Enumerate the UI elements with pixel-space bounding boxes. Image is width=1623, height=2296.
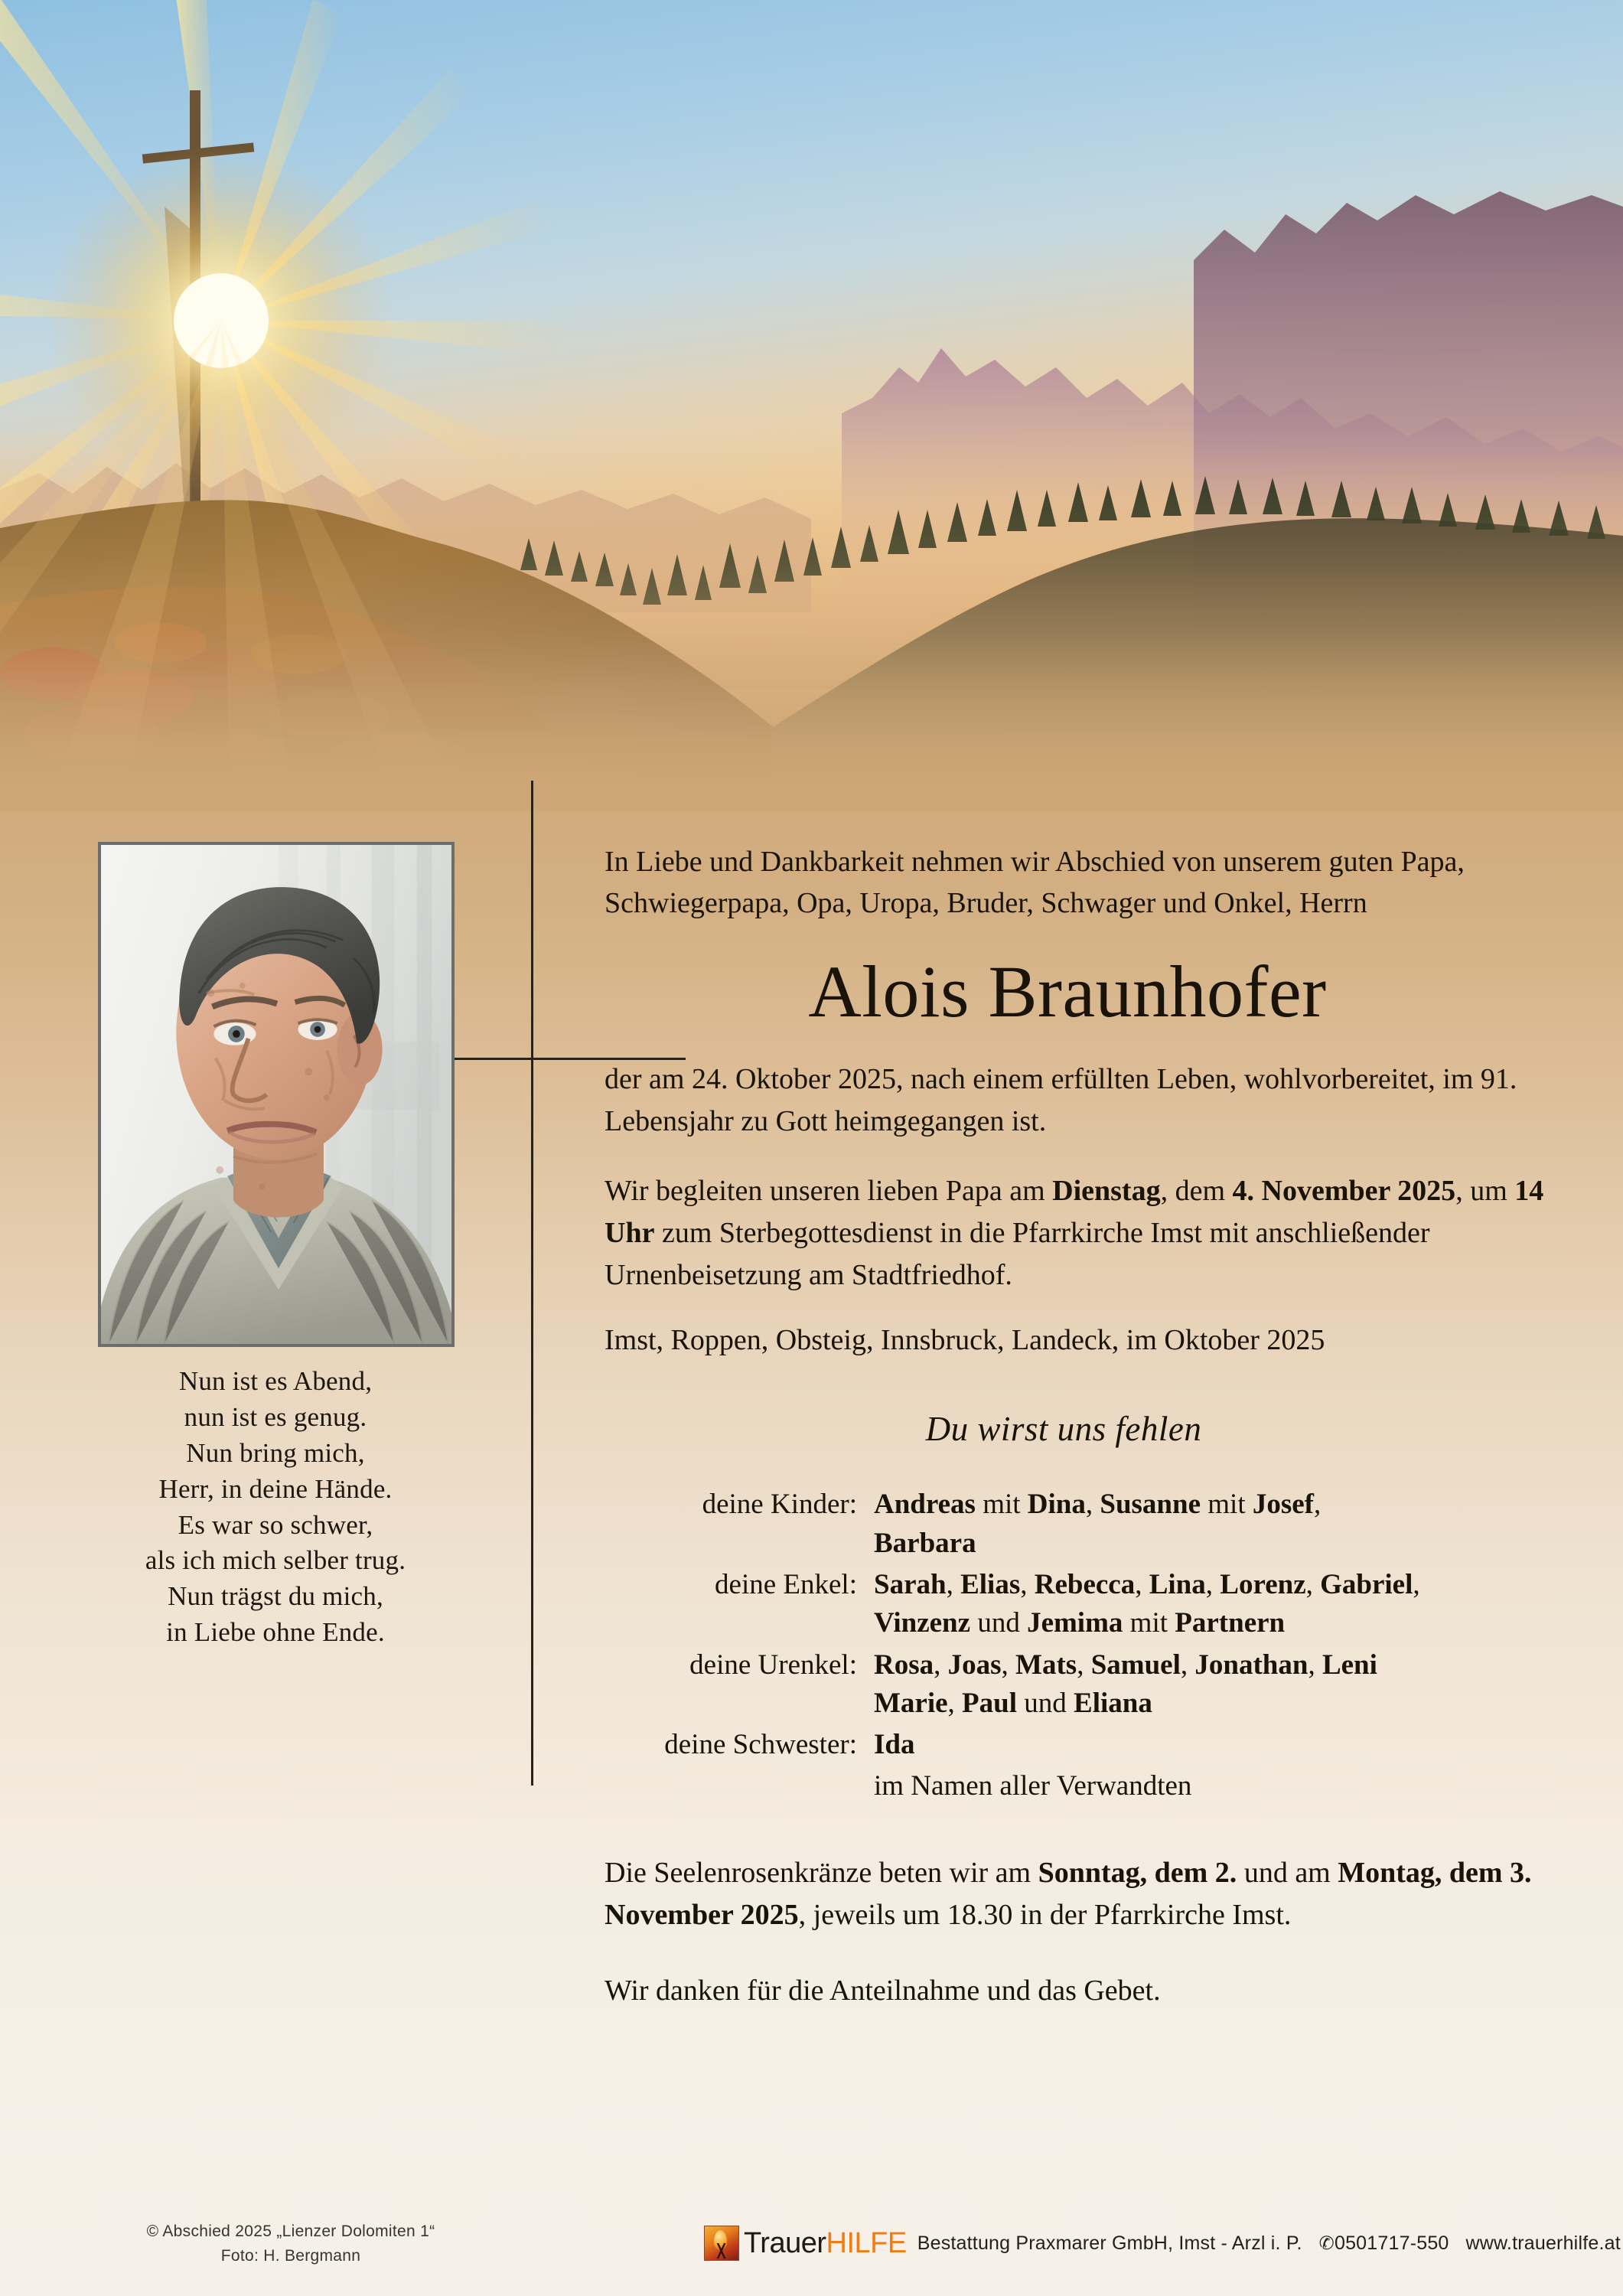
family-row [574,1726,1425,1767]
family-connector: mit [1201,1489,1253,1521]
funeral-pre: Wir begleiten unseren lieben Papa am [605,1174,1053,1207]
family-connector: , [1077,1649,1091,1681]
family-connector: , [1308,1649,1322,1681]
portrait-photo [98,842,455,1347]
intro-text: In Liebe und Dankbarkeit nehmen wir Abschied von unserem guten Papa, Schwiegerpapa, Opa, Uropa, Bruder, Schwager und Onkel, Herrn [605,846,1465,919]
family-table [574,1486,1425,1809]
family-row [574,1486,1425,1566]
portrait-illustration [101,845,451,1344]
funeral-mid1: , dem [1160,1174,1233,1207]
death-tail: , nach einem erfüllten Leben, wohlvorbereitet, im 91. Lebensjahr zu Gott heimgegangen ist. [605,1062,1517,1137]
poem-line: nun ist es genug. [184,1401,367,1432]
rosary-pre: Die Seelenrosenkränze beten wir am [605,1856,1038,1889]
family-name: Samuel [1090,1649,1181,1681]
family-names [874,1486,1425,1566]
missing-heading: Du wirst uns fehlen [925,1410,1202,1449]
family-names [874,1646,1425,1727]
family-name: Sarah [874,1568,947,1600]
funeral-time: 14 Uhr [605,1174,1544,1249]
family-relation-label: deine Enkel: [715,1568,857,1600]
deceased-name: Alois Braunhofer [808,950,1327,1032]
family-connector: und [970,1607,1028,1639]
family-connector: und [1017,1687,1074,1719]
family-connector: im Namen aller Verwandten [874,1770,1192,1802]
family-name: Rebecca [1034,1568,1136,1600]
notice-content [605,842,1576,2012]
footer-details [917,2232,1621,2255]
family-name: Andreas [874,1489,976,1521]
poem-line: Nun trägst du mich, [168,1581,383,1612]
phone-number: 0501717-550 [1334,2232,1449,2254]
family-name: Josef [1252,1489,1315,1521]
family-connector: , [946,1568,961,1600]
header-photo [0,0,1623,811]
photo-credit [115,2219,467,2268]
funeral-paragraph [605,1170,1565,1296]
death-date: 24. Oktober 2025 [691,1062,896,1095]
family-connector: , [1205,1568,1221,1600]
logo-trauer-text: Trauer [744,2226,826,2259]
death-pre: der am [605,1062,692,1095]
family-name: Jonathan [1194,1649,1309,1681]
funeral-tail: zum Sterbegottesdienst in die Pfarrkirche Imst mit anschließender Urnenbeisetzung am Stadtfriedhof. [605,1216,1430,1292]
family-connector: mit [1123,1607,1175,1639]
family-row [574,1566,1425,1646]
family-connector: , [1180,1649,1195,1681]
family-connector: , [1305,1568,1321,1600]
rosary-day1: Sonntag, dem 2. [1038,1856,1237,1889]
family-row [574,1767,1425,1808]
family-name: Dina [1027,1489,1086,1521]
poem-line: Es war so schwer, [178,1509,373,1540]
family-name: Gabriel [1320,1568,1413,1600]
memorial-poem [46,1364,505,1651]
family-names [874,1566,1425,1646]
family-name: Joas [947,1649,1002,1681]
family-name: Eliana [1074,1687,1152,1719]
places-line: Imst, Roppen, Obsteig, Innsbruck, Landeck, im Oktober 2025 [605,1324,1325,1357]
family-name: Paul [962,1687,1018,1719]
rosary-mid: und am [1237,1856,1338,1889]
family-name: Susanne [1100,1489,1201,1521]
family-relation-label [574,1767,874,1808]
family-relation-label: deine Schwester: [664,1729,857,1761]
funeral-mid2: , um [1455,1174,1515,1207]
funeral-day: Dienstag [1052,1174,1161,1207]
family-connector: , [1314,1489,1322,1521]
family-connector: , [1085,1489,1100,1521]
rosary-tail: , jeweils um 18.30 in der Pfarrkirche Imst. [798,1898,1292,1931]
company-name: Bestattung Praxmarer GmbH, Imst - Arzl i. P. [917,2232,1302,2254]
family-connector: , [1135,1568,1149,1600]
family-name: Ida [874,1729,915,1761]
family-connector: , [1413,1568,1420,1600]
poem-line: in Liebe ohne Ende. [166,1617,385,1648]
family-names [874,1726,1425,1767]
logo-hilfe-text: HILFE [826,2226,907,2259]
family-rows [574,1486,1425,1809]
provider-footer [704,2226,1621,2261]
family-relation-label: deine Kinder: [702,1489,857,1521]
family-relation-label: deine Urenkel: [689,1649,857,1681]
family-names [874,1767,1425,1808]
family-name: Leni Marie [874,1649,1377,1719]
copyright-line: © Abschied 2025 „Lienzer Dolomiten 1“ [146,2223,435,2240]
family-name: Jemima [1027,1607,1123,1639]
vertical-divider-rule [531,781,533,1786]
family-name: Mats [1015,1649,1077,1681]
family-row [574,1646,1425,1727]
trauerhilfe-wordmark [744,2227,907,2260]
death-paragraph [605,1058,1565,1143]
poem-line: Herr, in deine Hände. [158,1473,393,1504]
family-name: Elias [960,1568,1021,1600]
family-connector: , [947,1687,963,1719]
website-link[interactable]: www.trauerhilfe.at [1465,2232,1621,2254]
photographer-line: Foto: H. Bergmann [220,2246,361,2265]
poem-line: Nun bring mich, [186,1437,365,1468]
family-name: Rosa [874,1649,934,1681]
family-connector: , [934,1649,948,1681]
family-name: Barbara [874,1527,976,1559]
funeral-date: 4. November 2025 [1232,1174,1456,1207]
poem-line: als ich mich selber trug. [145,1545,406,1576]
family-name: Vinzenz [874,1607,971,1639]
family-name: Partnern [1175,1607,1286,1639]
family-name: Lina [1149,1568,1206,1600]
family-name: Lorenz [1220,1568,1306,1600]
mountain-sunrise-illustration [0,0,1623,811]
poem-line: Nun ist es Abend, [178,1366,373,1396]
rosary-paragraph [605,1852,1565,1936]
thanks-line: Wir danken für die Anteilnahme und das Gebet. [605,1974,1161,2007]
family-connector: , [1001,1649,1016,1681]
phone-icon: ✆ [1318,2232,1335,2254]
trauerhilfe-logo-icon [704,2226,739,2261]
family-connector: , [1020,1568,1035,1600]
rosary-day2: Montag, dem 3. November 2025 [605,1856,1532,1931]
family-connector: mit [975,1489,1028,1521]
